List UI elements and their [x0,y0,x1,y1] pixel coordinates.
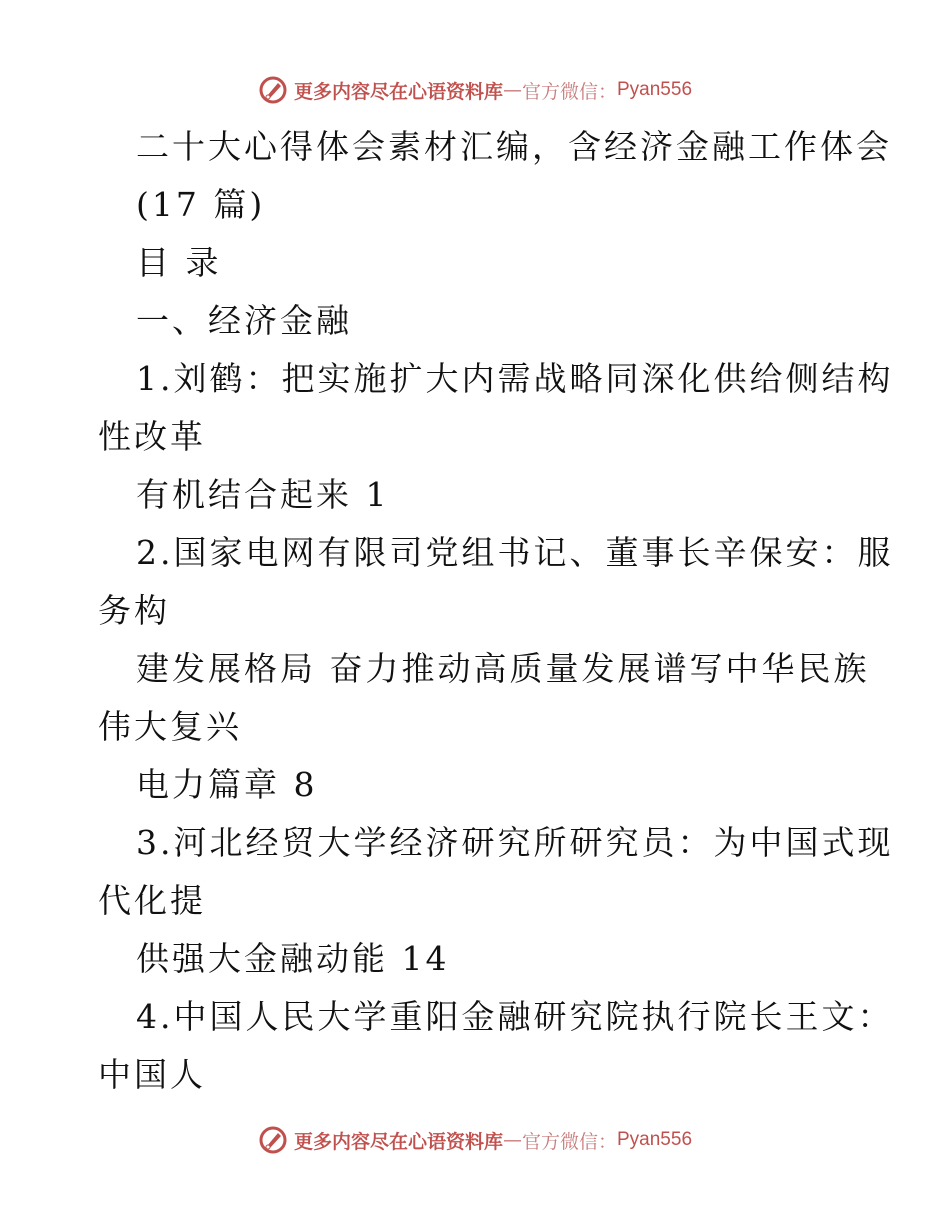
watermark-sub-text: 官方微信： [521,80,617,103]
watermark-main-text: 更多内容尽在心语资料库 [293,1130,503,1153]
doc-line: 有机结合起来 1 [136,475,390,514]
watermark-dash: — [502,1129,522,1151]
doc-line: 目 录 [136,243,222,282]
doc-line: 性改革 [98,417,206,456]
doc-line: 电力篇章 8 [136,765,318,804]
watermark-wechat-id: Pyan556 [617,1129,693,1150]
pen-logo-icon [258,1125,288,1155]
watermark-sub-text: 官方微信： [521,1130,617,1153]
doc-line: 务构 [98,591,170,630]
doc-line: 建发展格局 奋力推动高质量发展谱写中华民族 [136,649,870,688]
watermark-wechat-id: Pyan556 [617,79,693,100]
doc-line: (17 篇) [136,185,266,224]
doc-line: 3.河北经贸大学经济研究所研究员：为中国式现 [136,823,894,862]
header-watermark [0,70,950,110]
doc-line: 2.国家电网有限司党组书记、董事长辛保安：服 [136,533,894,572]
footer-watermark [0,1120,950,1160]
doc-line: 伟大复兴 [98,707,242,746]
doc-line: 1.刘鹤：把实施扩大内需战略同深化供给侧结构 [136,359,894,398]
doc-line: 一、经济金融 [136,301,352,340]
document-body [98,118,894,1104]
watermark-main-text: 更多内容尽在心语资料库 [293,80,503,103]
pen-logo-icon [258,75,288,105]
doc-line: 二十大心得体会素材汇编，含经济金融工作体会 [136,127,892,166]
doc-line: 供强大金融动能 14 [136,939,450,978]
doc-line: 中国人 [98,1055,206,1094]
doc-line: 4.中国人民大学重阳金融研究院执行院长王文： [136,997,894,1036]
watermark-dash: — [502,79,522,101]
doc-line: 代化提 [98,881,206,920]
